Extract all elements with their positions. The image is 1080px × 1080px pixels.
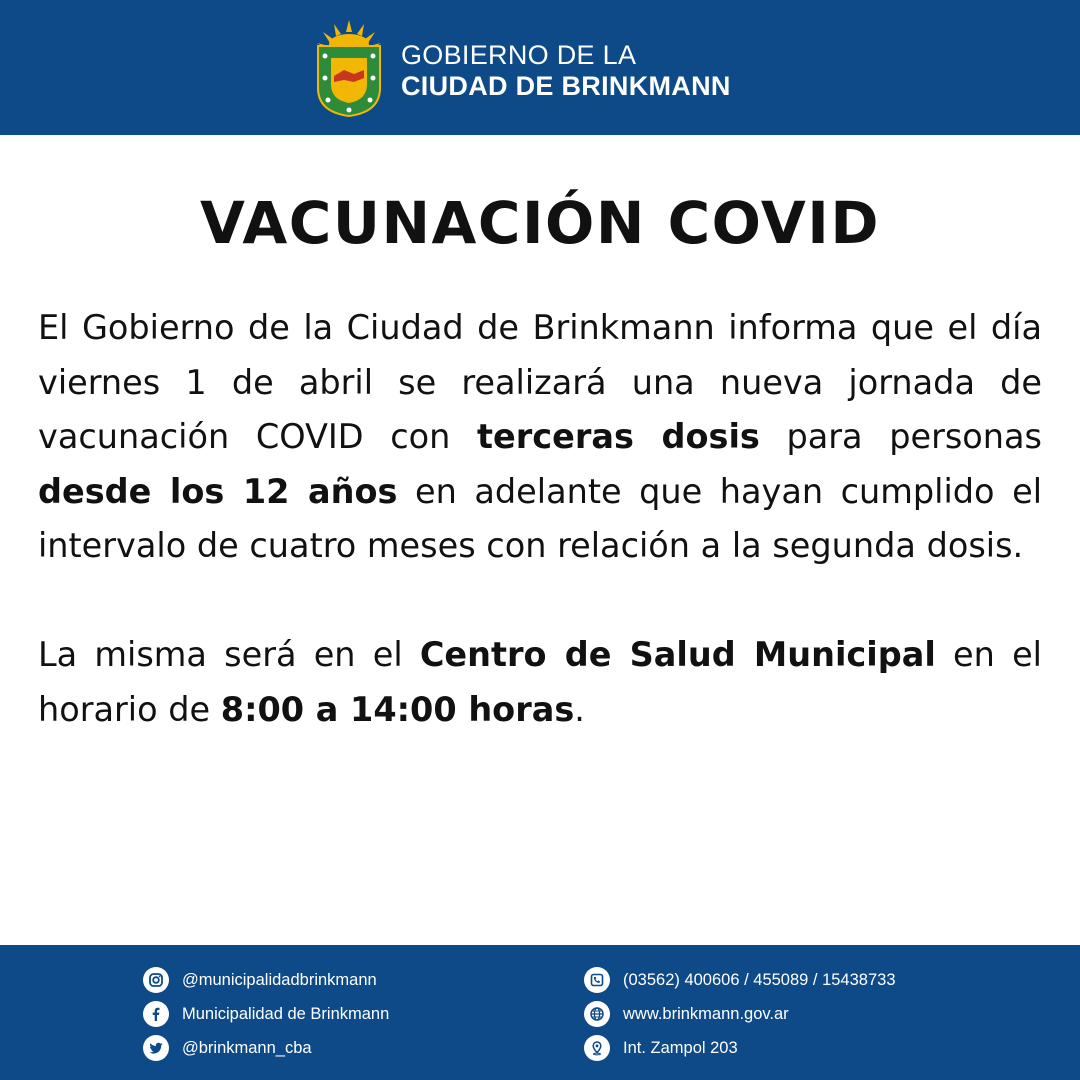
p2-text-2: en el horario de [38, 635, 1042, 729]
footer-twitter[interactable] [143, 1035, 312, 1061]
p1-text-3: en adelante que hayan cumplido el intervalo de cuatro meses con relación a la segunda dosis. [38, 471, 1043, 565]
facebook-page: Municipalidad de Brinkmann [182, 1004, 390, 1023]
page-title: VACUNACIÓN COVID [199, 189, 881, 257]
location-pin-icon [584, 1035, 610, 1061]
instagram-handle: @municipalidadbrinkmann [182, 970, 377, 989]
p1-text-1: El Gobierno de la Ciudad de Brinkmann informa que el día viernes 1 de abril se realizará una nueva jornada de vacunación COVID con [38, 308, 1042, 456]
globe-icon [584, 1001, 610, 1027]
footer-phone[interactable] [584, 967, 896, 993]
website-url: www.brinkmann.gov.ar [623, 1004, 789, 1023]
footer-website[interactable] [584, 1001, 789, 1027]
p2-bold-horario: 8:00 a 14:00 horas [220, 689, 575, 729]
footer-facebook[interactable] [143, 1001, 389, 1027]
instagram-icon [143, 967, 169, 993]
twitter-handle: @brinkmann_cba [182, 1038, 312, 1057]
paragraph-1 [38, 301, 1042, 574]
header-line2: CIUDAD DE BRINKMANN [401, 71, 731, 101]
header-line1: GOBIERNO DE LA [401, 40, 637, 70]
twitter-icon [143, 1035, 169, 1061]
street-address: Int. Zampol 203 [623, 1038, 738, 1057]
p2-text-1: La misma será en el [38, 635, 420, 674]
city-coat-of-arms-icon [314, 18, 384, 118]
header-banner [0, 0, 1080, 135]
p1-text-2: para personas [759, 417, 1043, 456]
announcement-body [38, 301, 1042, 737]
phone-numbers: (03562) 400606 / 455089 / 15438733 [623, 970, 896, 989]
p1-bold-terceras-dosis: terceras dosis [476, 417, 760, 456]
paragraph-2 [38, 628, 1042, 737]
footer-instagram[interactable] [143, 967, 377, 993]
p1-bold-desde-12: desde los 12 años [38, 471, 398, 511]
footer-contact-bar [0, 945, 1080, 1080]
header-title [401, 40, 731, 102]
facebook-icon [143, 1001, 169, 1027]
phone-icon [584, 967, 610, 993]
footer-address[interactable] [584, 1035, 738, 1061]
p2-bold-centro-salud: Centro de Salud Municipal [419, 635, 936, 674]
p2-text-3: . [574, 689, 585, 729]
